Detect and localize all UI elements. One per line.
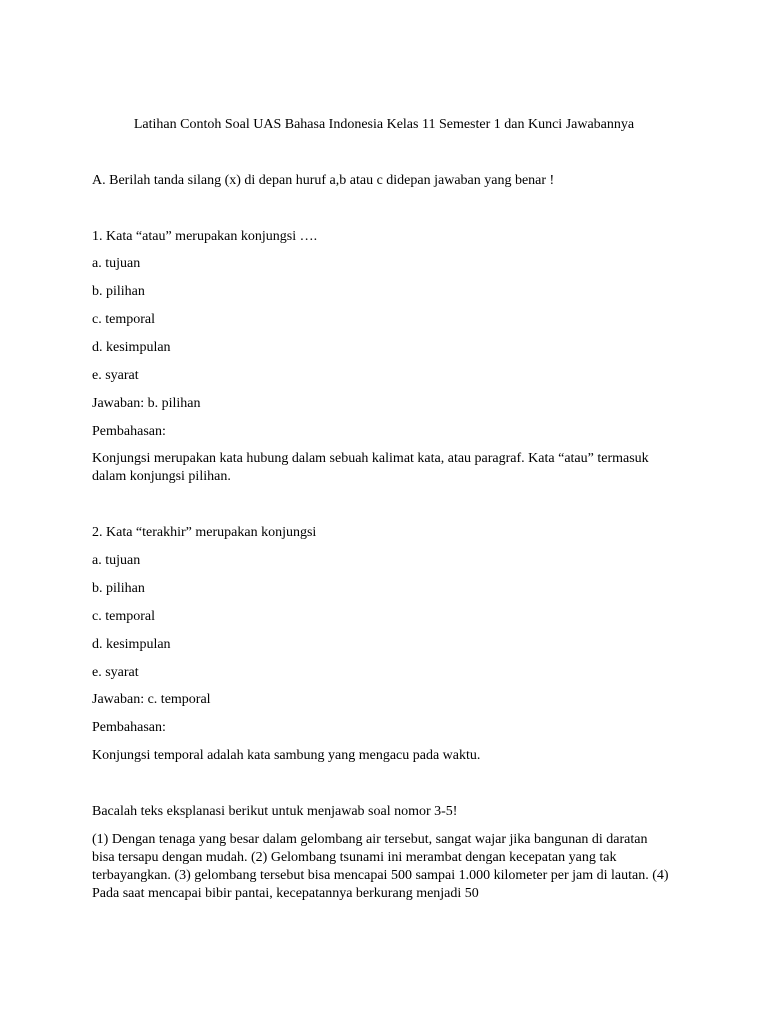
document-title: Latihan Contoh Soal UAS Bahasa Indonesia Kelas 11 Semester 1 dan Kunci Jawabannya xyxy=(133,117,635,132)
question-1-discussion: Konjungsi merupakan kata hubung dalam sebuah kalimat kata, atau paragraf. Kata “atau” termasuk dalam konjungsi pilihan. xyxy=(92,451,649,484)
question-1-answer: Jawaban: b. pilihan xyxy=(92,396,201,411)
question-2-option-e: e. syarat xyxy=(92,665,139,680)
reading-passage: (1) Dengan tenaga yang besar dalam gelombang air tersebut, sangat wajar jika bangunan di daratan bisa tersapu dengan mudah. (2) Gelombang tsunami ini merambat dengan kecepatan yang tak terbayangkan. (3) gelombang tersebut bisa mencapai 500 sampai 1.000 kilometer per jam di lautan. (4) Pada saat mencapai bibir pantai, kecepatannya berkurang menjadi 50 xyxy=(92,832,669,901)
question-2-option-d: d. kesimpulan xyxy=(92,637,171,652)
question-1-option-a: a. tujuan xyxy=(92,256,141,271)
question-2-option-c: c. temporal xyxy=(92,609,155,624)
question-1-option-d: d. kesimpulan xyxy=(92,340,171,355)
question-2-text: 2. Kata “terakhir” merupakan konjungsi xyxy=(92,525,317,540)
question-1-option-e: e. syarat xyxy=(92,368,139,383)
question-2-answer: Jawaban: c. temporal xyxy=(92,692,211,707)
section-instruction: A. Berilah tanda silang (x) di depan huruf a,b atau c didepan jawaban yang benar ! xyxy=(92,173,555,188)
question-2-discussion-label: Pembahasan: xyxy=(92,720,166,735)
reading-instruction: Bacalah teks eksplanasi berikut untuk menjawab soal nomor 3-5! xyxy=(92,804,458,819)
question-2-option-a: a. tujuan xyxy=(92,553,141,568)
question-1-option-c: c. temporal xyxy=(92,312,155,327)
question-1-option-b: b. pilihan xyxy=(92,284,145,299)
question-1-discussion-label: Pembahasan: xyxy=(92,424,166,439)
question-1-text: 1. Kata “atau” merupakan konjungsi …. xyxy=(92,229,318,244)
question-2-discussion: Konjungsi temporal adalah kata sambung yang mengacu pada waktu. xyxy=(92,748,481,763)
question-2-option-b: b. pilihan xyxy=(92,581,145,596)
